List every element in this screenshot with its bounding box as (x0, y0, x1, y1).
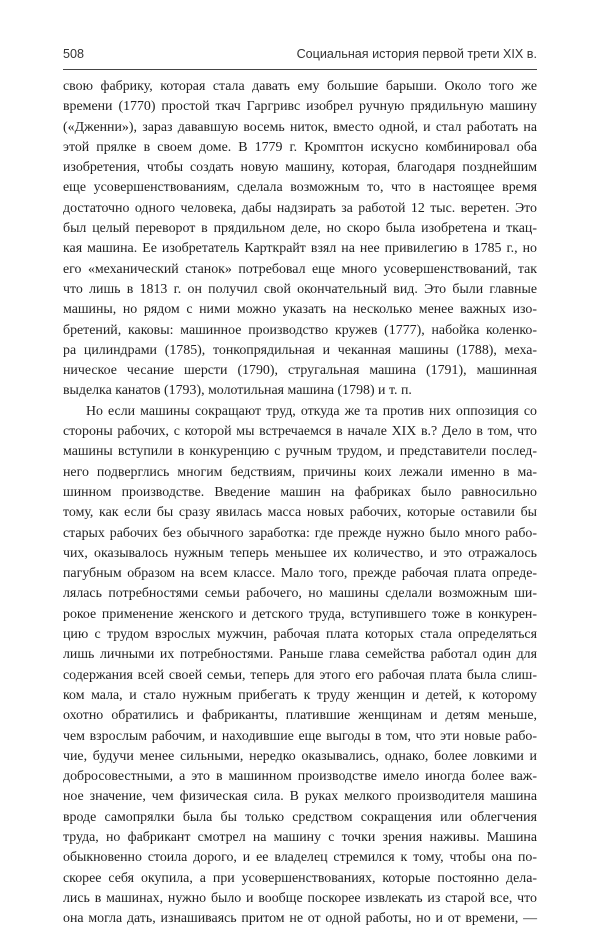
text-line: пагубным образом на всем классе. Мало того, прежде рабочая плата опреде- (63, 566, 537, 582)
text-line: его «механический станок» потребовал еще много усовершенствований, так (63, 261, 537, 277)
text-line: охотно обратились и фабриканты, платившие женщинам и детям меньше, (63, 708, 537, 724)
text-line: обыкновенно стоила дорого, и ее владелец стремился к тому, чтобы она по- (63, 850, 537, 866)
text-line: она могла дать, изнашиваясь притом не от одной работы, но и от времени, — (63, 911, 537, 927)
text-line: вроде самопрялки была бы только средством сокращения или облегчения (63, 809, 537, 825)
text-line: ное значение, чем физическая сила. В руках мелкого производителя машина (63, 789, 537, 805)
text-line: был целый переворот в прядильном деле, но скоро была изобретена и ткац- (63, 221, 537, 237)
text-line: что лишь в 1813 г. он получил свой окончательный вид. Это были главные (63, 281, 537, 297)
text-line: свою фабрику, которая стала давать ему большие барыши. Около того же (63, 79, 537, 94)
running-header (63, 47, 537, 69)
text-line: стороны рабочих, с которой мы встречаемся в начале XIX в.? Дело в том, что (63, 424, 537, 440)
text-line: ническое чесание шерсти (1790), стругальная машина (1791), машинная (63, 363, 537, 379)
text-line: выделка канатов (1793), молотильная машина (1798) и т. п. (63, 383, 412, 399)
text-line: содержания всей своей семьи, теперь для этого его рабочая плата была слиш- (63, 667, 537, 683)
text-line: добросовестными, а это в машинном производстве имело иногда более важ- (63, 769, 537, 785)
text-line: бретений, каковы: машинное производство кружев (1777), набойка коленко- (63, 322, 537, 338)
header-rule (63, 69, 537, 70)
text-line: лялась потребностями семьи рабочего, но машины сделали возможным ши- (63, 586, 537, 602)
text-line: труда, но фабрикант смотрел на машину с точки зрения наживы. Машина (63, 829, 537, 845)
text-line: него подверглись многим бедствиям, причины коих лежали именно в ма- (63, 464, 537, 480)
text-line: («Дженни»), зараз дававшую восемь ниток, вместо одной, и стал работать на (63, 119, 537, 135)
paragraph-1 (63, 77, 537, 402)
text-line: рокое применение женского и детского труда, вступившего тоже в конкурен- (63, 606, 537, 622)
text-line: чие, будучи менее сильными, нередко оказывались, однако, более ловкими и (63, 748, 537, 764)
text-line: лишь личными их потребностями. Раньше глава семейства работал один для (63, 647, 537, 663)
text-line: машины, но рядом с ними можно указать на несколько менее важных изо- (63, 302, 537, 318)
text-line: тому, как если бы сразу явилась масса новых рабочих, которые оставили бы (63, 505, 537, 521)
text-line: ком мала, и стало нужным прибегать к труду женщин и детей, к которому (63, 687, 537, 703)
text-line: ра цилиндрами (1785), тонкопрядильная и чеканная машины (1788), меха- (63, 342, 537, 358)
body-text (63, 77, 537, 929)
text-line: Но если машины сокращают труд, откуда же та против них оппозиция со (86, 403, 537, 419)
text-line: машины вступили в конкуренцию с ручным трудом, и представители послед- (63, 444, 537, 460)
text-line: чем взрослым рабочим, и находившие еще выгоды в том, что эти новые рабо- (63, 728, 537, 744)
text-line: цию с трудом взрослых мужчин, рабочая плата которых стала определяться (63, 627, 537, 643)
text-line: скорее себя окупила, а при усовершенствованиях, которые постоянно дела- (63, 870, 537, 886)
text-line: шинном производстве. Введение машин на фабриках было равносильно (63, 484, 537, 500)
paragraph-2 (63, 402, 537, 929)
page-number: 508 (63, 47, 85, 61)
text-line: лись в машинах, нужно было и вообще поскорее извлекать из старой все, что (63, 890, 537, 906)
text-line: этой прялке в своем доме. В 1779 г. Кромптон искусно комбинировал оба (63, 139, 537, 155)
text-line: старых рабочих без обычного заработка: где прежде нужно было много рабо- (63, 525, 537, 541)
text-line: изобретения, чтобы создать новую машину, которая, благодаря позднейшим (63, 160, 537, 176)
text-line: времени (1770) простой ткач Гаргривс изобрел ручную прядильную машину (63, 99, 537, 115)
running-title: Социальная история первой трети XIX в. (296, 47, 537, 61)
text-line: достаточно одного человека, дабы надзирать за работой 12 тыс. веретен. Это (63, 200, 537, 216)
text-line: еще усовершенствованиям, сделала возможным то, что в настоящее время (63, 180, 537, 196)
text-line: чих, оказывалось нужным теперь меньшее их количество, и это отражалось (63, 545, 537, 561)
text-line: кая машина. Ее изобретатель Карткрайт взял на нее привилегию в 1785 г., но (63, 241, 537, 257)
